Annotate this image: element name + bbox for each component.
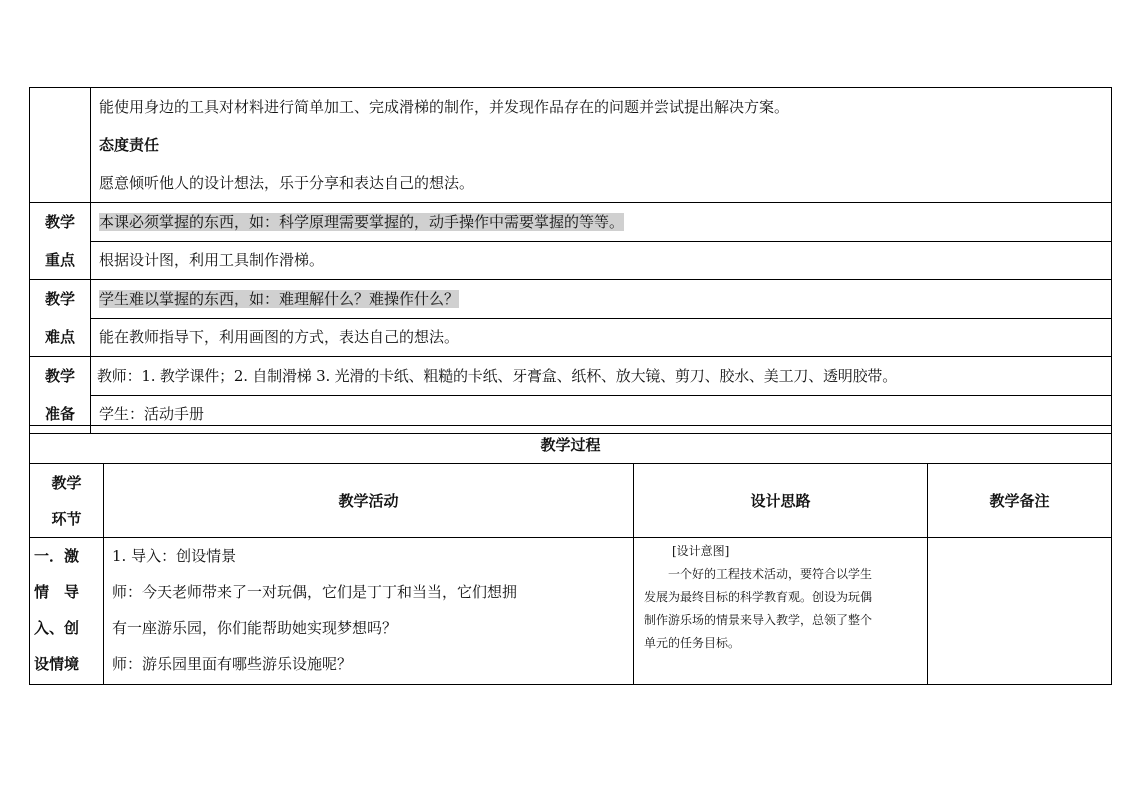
objective-skill-text: 能使用身边的工具对材料进行简单加工、完成滑梯的制作，并发现作品存在的问题并尝试提出解决方案。 bbox=[99, 98, 790, 116]
design-line: 发展为最终目标的科学教育观。创设为玩偶 bbox=[644, 590, 873, 604]
key-points-content: 根据设计图，利用工具制作滑梯。 bbox=[91, 241, 1112, 280]
stage-line: 设情境 bbox=[34, 655, 80, 673]
key-points-hint-cell bbox=[91, 203, 1112, 242]
preparation-label: 教学 准备 bbox=[30, 357, 91, 434]
activity-line: 有一座游乐园，你们能帮助她实现梦想吗？ bbox=[112, 619, 398, 637]
design-line: 一个好的工程技术活动，要符合以学生 bbox=[668, 567, 873, 581]
header-design: 设计思路 bbox=[634, 464, 928, 538]
header-stage: 教学 环节 bbox=[30, 464, 104, 538]
stage-line: 情 导 bbox=[34, 583, 80, 601]
objectives-cell bbox=[91, 88, 1112, 203]
activity-line: 师：游乐园里面有哪些游乐设施呢？ bbox=[112, 655, 353, 673]
teaching-process-table bbox=[29, 425, 1112, 685]
stage-line: 一．激 bbox=[34, 547, 80, 565]
activity-cell bbox=[104, 538, 634, 685]
design-cell bbox=[634, 538, 928, 685]
process-title: 教学过程 bbox=[30, 426, 1112, 464]
header-activity: 教学活动 bbox=[104, 464, 634, 538]
notes-cell bbox=[928, 538, 1112, 685]
key-points-hint: 本课必须掌握的东西，如：科学原理需要掌握的，动手操作中需要掌握的等等。 bbox=[99, 212, 625, 231]
objectives-label-cell bbox=[30, 88, 91, 203]
activity-line: 1. 导入：创设情景 bbox=[112, 547, 237, 565]
design-line: [设计意图] bbox=[672, 544, 730, 558]
difficulties-label: 教学 难点 bbox=[30, 280, 91, 357]
key-points-label: 教学 重点 bbox=[30, 203, 91, 280]
difficulties-hint: 学生难以掌握的东西，如：难理解什么？难操作什么？ bbox=[99, 289, 460, 308]
activity-line: 师：今天老师带来了一对玩偶，它们是丁丁和当当，它们想拥 bbox=[112, 583, 518, 601]
stage-cell bbox=[30, 538, 104, 685]
header-notes: 教学备注 bbox=[928, 464, 1112, 538]
difficulties-content: 能在教师指导下，利用画图的方式，表达自己的想法。 bbox=[91, 318, 1112, 357]
objective-attitude-text: 愿意倾听他人的设计想法，乐于分享和表达自己的想法。 bbox=[99, 174, 475, 192]
attitude-heading: 态度责任 bbox=[99, 136, 160, 154]
design-line: 单元的任务目标。 bbox=[644, 636, 741, 650]
lesson-info-table bbox=[29, 87, 1112, 434]
difficulties-hint-cell bbox=[91, 280, 1112, 319]
stage-line: 入、创 bbox=[34, 619, 80, 637]
design-line: 制作游乐场的情景来导入教学，总领了整个 bbox=[644, 613, 873, 627]
preparation-student: 学生：活动手册 bbox=[91, 395, 1112, 434]
preparation-teacher: 教师：1. 教学课件；2. 自制滑梯 3. 光滑的卡纸、粗糙的卡纸、牙膏盒、纸杯、放大镜、剪刀、胶水、美工刀、透明胶带。 bbox=[91, 357, 1112, 396]
